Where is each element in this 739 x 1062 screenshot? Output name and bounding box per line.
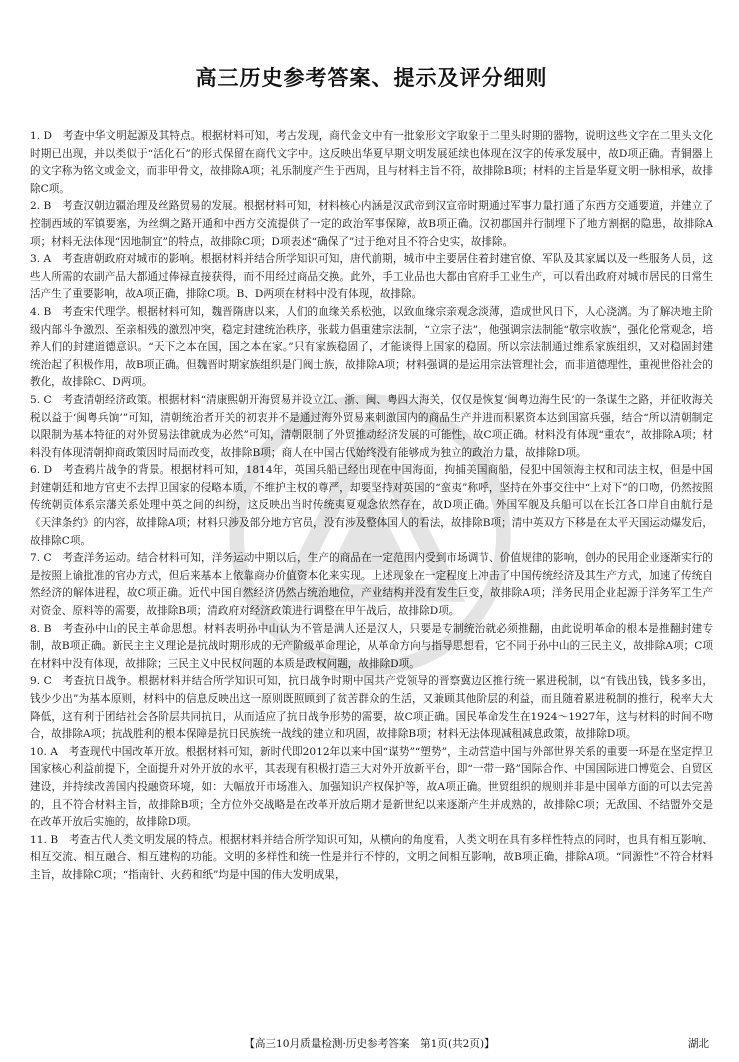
answer-item-10: 10. A 考查现代中国改革开放。根据材料可知，新时代即2012年以来中国“谋势”“塑势”，主动营造中国与外部世界关系的重要一环是在坚定捍卫国家核心利益前提下，全面提升对外开放的水平，其表现有积极打造三大对外开放新平台，即“一带一路”国际合作、中国国际进口博览会、自贸区建设，并持续改善国内投融资环境，如：大幅放开市场准入、加强知识产权保护等，故A项正确。世贸组织的规则并非是中国单方面的可以去完善的，且不符合材料主旨，故排除B项；全方位外交战略是在改革开放后期才是新世纪以来逐渐产生并成熟的，故排除C项；无敌国、不结盟外交是在改革开放后实施的，故排除D项。 bbox=[30, 745, 713, 829]
answer-item-1: 1. D 考查中华文明起源及其特点。根据材料可知，考古发现，商代金文中有一批象形文字取象于二里头时期的器物，说明这些文字在二里头文化时期已出现，并以类似于“活化石”的形式保留在商代文字中。这反映出华夏早期文明发展延续也体现在汉字的传承发展中，故D项正确。青铜器上的文字称为铭文或金文，而非甲骨文，故排除A项；礼乐制度产生于西周，且与材料主旨不符，故排除B项；材料的主旨是华夏文明一脉相承，故排除C项。 bbox=[30, 130, 713, 195]
page-footer bbox=[0, 1036, 739, 1056]
answer-item-7: 7. C 考查洋务运动。结合材料可知，洋务运动中期以后，生产的商品在一定范围内受到市场调节、价值规律的影响，创办的民用企业逐渐实行的是按照上谕批准的官办方式，但后来基本上依靠商办价值资本化来实现。上述现象在一定程度上冲击了中国传统经济及其生产方式，加速了传统自然经济的解体进程，故C项正确。近代中国自然经济仍然占统治地位，产业结构并没有发生巨变，故排除A项；洋务民用企业起源于洋务军工生产对资金、原料等的需要，故排除B项；清政府对经济政策进行调整在甲午战后，故排除D项。 bbox=[30, 552, 713, 618]
footer-region: 湖北 bbox=[687, 1038, 709, 1050]
footer-page-info: 【高三10月质量检测·历史参考答案 第1页(共2页)】 bbox=[244, 1038, 495, 1050]
answer-item-11: 11. B 考查古代人类文明发展的特点。根据材料并结合所学知识可知，从横向的角度看，人类文明在具有多样性特点的同时，也具有相互影响、相互交流、相互融合、相互建构的功能。文明的多样性和统一性是并行不悖的，文明之间相互影响，故B项正确，排除A项。“同源性”不符合材料主旨，故排除C项；“指南针、火药和纸”均是中国的伟大发明成果， bbox=[30, 833, 713, 881]
answer-item-8: 8. B 考查孙中山的民主革命思想。材料表明孙中山认为不管是满人还是汉人，只要是专制统治就必须推翻，由此说明革命的根本是推翻封建专制，故B项正确。新民主主义理论是抗战时期形成的无产阶级革命理论，从革命方向与指导思想看，它不同于孙中山的三民主义，故排除A项；C项在材料中没有体现，故排除；三民主义中民权问题的本质是政权问题，故排除D项。 bbox=[30, 622, 713, 670]
answer-item-2: 2. B 考查汉朝边疆治理及丝路贸易的发展。根据材料可知，材料核心内涵是汉武帝到汉宣帝时期通过军事力量打通了东西方交通要道，并建立了控制西域的军镇要塞，为丝绸之路开通和中西方交流提供了一定的政治军事保障，故B项正确。汉初郡国并行制埋下了地方割据的隐患，故排除A项；材料无法体现“因地制宜”的特点，故排除C项；D项表述“确保了”过于绝对且不符合史实，故排除。 bbox=[30, 200, 713, 248]
answer-item-6: 6. D 考查鸦片战争的背景。根据材料可知，1814年，英国兵船已经出现在中国海面，拘捕美国商船，侵犯中国领海主权和司法主权，但是中国封建朝廷和地方官吏不去捍卫国家的侵略本质，不维护主权的尊严，却要坚持对英国的“蛮夷”称呼，坚持在外事交往中“上对下”的口吻，仍然按照传统朝贡体系宗藩关系处理中英之间的纠纷，这反映出当时传统夷夏观念依然存在，故D项正确。外国军舰及兵船可以在长江各口岸自由航行是《天津条约》的内容，故排除A项；材料只涉及部分地方官员，没有涉及整体国人的看法，故排除B项；清中英双方下移是在太平天国运动爆发后，故排除C项。 bbox=[30, 464, 713, 547]
page-title: 高三历史参考答案、提示及评分细则 bbox=[195, 66, 548, 90]
answer-item-5: 5. C 考查清朝经济政策。根据材料“清康熙朝开海贸易并设立江、浙、闽、粤四大海关，仅仅是恢复‘闽粤边海生民’的一条谋生之路，并征收海关税以益于‘闽粤兵饷’”可知，清朝统治者开关的初衷并不是通过海外贸易来刺激国内的商品生产并进而积累资本达到国富兵强，结合“所以清朝制定以限制为基本特征的对外贸易法律就成为必然”可知，清朝限制了外贸推动经济发展的可能性，故C项正确。材料没有体现“重农”，故排除A项；材料没有体现清朝抑商政策因时局而改变，故排除B项；商人在中国古代始终没有能够成为独立的政治力量，故排除D项。 bbox=[30, 393, 713, 459]
answer-item-9: 9. C 考查抗日战争。根据材料并结合所学知识可知，抗日战争时期中国共产党领导的晋察冀边区推行统一累进税制，以“有钱出钱，钱多多出，钱少少出”为基本原则，材料中的信息反映出这一原则既照顾到了贫苦群众的生活，又兼顾其他阶层的利益，而且随着累进税制的推行，税率大大降低，这有利于团结社会各阶层共同抗日，从而适应了抗日战争形势的需要，故C项正确。国民革命发生在1924～1927年，这与材料的时间不吻合，故排除A项；抗战胜利的根本保障是抗日民族统一战线的建立和巩固，故排除B项；材料无法体现减租减息政策，故排除D项。 bbox=[30, 675, 713, 741]
answer-item-4: 4. B 考查宋代理学。根据材料可知，魏晋隋唐以来，人们的血缘关系松弛，以致血缘宗亲观念淡薄，造成世风日下，人心浇漓。为了解决地主阶级内部斗争激烈、至亲相残的激烈冲突，稳定封建统治秩序，张载力倡重建宗法制，“立宗子法”，他强调宗法制能“敬宗收族”，强化伦常观念，培养人们的封建道德意识。“天下之本在国，国之本在家。”只有家族稳固了，才能谈得上国家的稳固。所以宗法制通过维系家族组织，又对稳固封建统治起了积极作用，故B项正确。但魏晋时期家族组织是门阀士族，故排除A项；材料强调的是运用宗法管理社会，而非道德理性，重视世俗社会的教化，故排除C、D两项。 bbox=[30, 305, 713, 389]
answer-item-3: 3. A 考查唐朝政府对城市的影响。根据材料并结合所学知识可知，唐代前期，城市中主要居住着封建官僚、军队及其家属以及一些服务人员，这些人所需的农副产品大都通过俸禄直接获得，而不用经过商品交换。此外，手工业品也大都由官府手工业生产，可以看出政府对城市居民的日常生活产生了重要影响，故A项正确，排除C项。B、D两项在材料中没有体现，故排除。 bbox=[30, 253, 713, 301]
answer-list bbox=[30, 128, 713, 885]
